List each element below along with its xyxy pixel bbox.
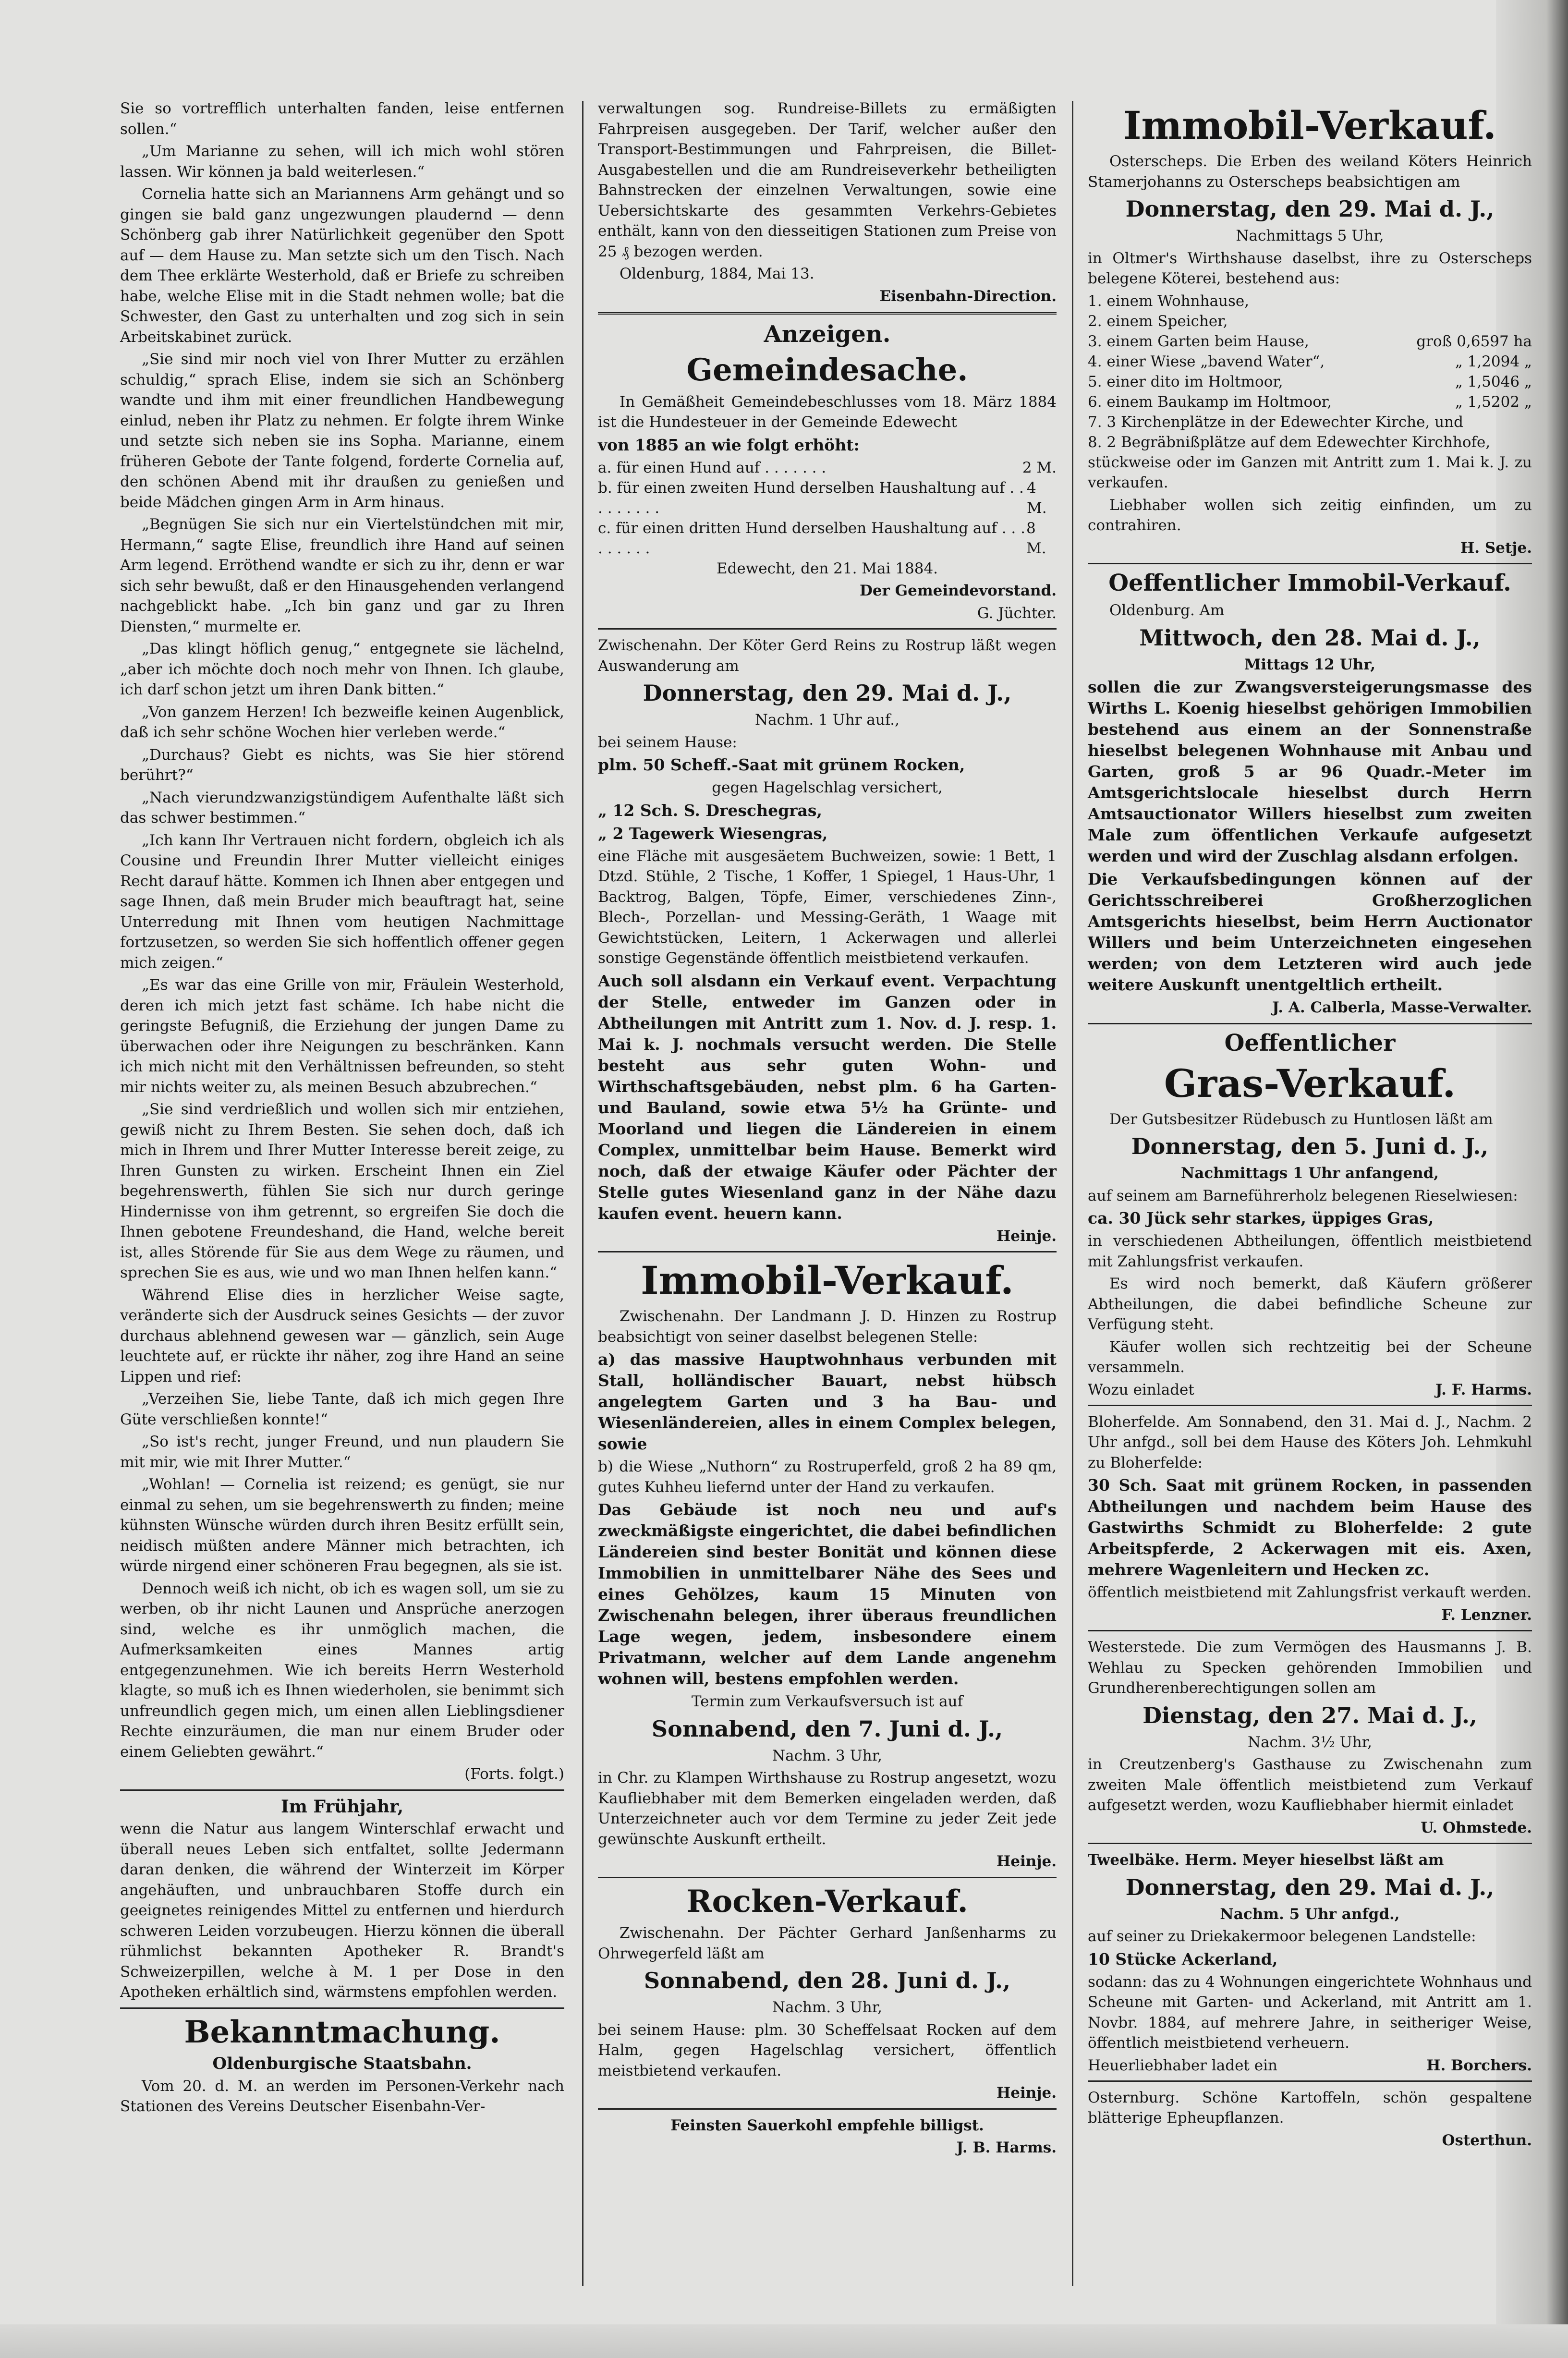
divider <box>598 628 1057 630</box>
ad-intro: Bloherfelde. Am Sonnabend, den 31. Mai d. J., Nachm. 2 Uhr anfgd., soll bei dem Hause des Köters Joh. Lehmkuhl zu Bloherfelde: <box>1088 1413 1532 1471</box>
ad-bold-item: „ 2 Tagewerk Wiesengras, <box>598 824 828 843</box>
divider <box>1088 1023 1532 1024</box>
ad-time: Mittags 12 Uhr, <box>1244 656 1376 673</box>
list-item: 1. einem Wohnhause, <box>1088 292 1250 310</box>
ad-text: b) die Wiese „Nuthorn“ zu Rostruperfeld, groß 2 ha 89 qm, gutes Kuhheu liefernd unter der Hand zu verkaufen. <box>598 1458 1057 1496</box>
ad-time: Nachm. 3½ Uhr, <box>1247 1733 1373 1751</box>
divider <box>120 1789 564 1791</box>
gemeindesache-title: Gemeindesache. <box>686 352 968 389</box>
ad-bold-item: 10 Stücke Ackerland, <box>1088 1949 1278 1969</box>
ad-time: Nachm. 1 Uhr auf., <box>755 711 899 729</box>
bekanntmachung-place-date: Oldenburg, 1884, Mai 13. <box>620 265 814 282</box>
ad-text: in Chr. zu Klampen Wirthshause zu Rostrup angesetzt, wozu Kaufliebhaber mit dem Bemerken eingeladen werden, daß Unterzeichneter auch vor dem Termine zu jeder Zeit jede gewünschte Auskunft ertheilt. <box>598 1769 1057 1848</box>
sauerkohl-ad: Feinsten Sauerkohl empfehle billigst. <box>670 2116 984 2134</box>
ad-text: auf seiner zu Driekakermoor belegenen Landstelle: <box>1088 1928 1476 1945</box>
column-2 <box>598 98 1057 2160</box>
ad-text: Osternburg. Schöne Kartoffeln, schön gespaltene blätterige Epheupflanzen. <box>1088 2089 1532 2127</box>
divider <box>598 312 1057 315</box>
gemeindesache-place-date: Edewecht, den 21. Mai 1884. <box>716 559 938 577</box>
ad-text: auf seinem am Barneführerholz belegenen Rieselwiesen: <box>1088 1187 1518 1204</box>
ad-date: Sonnabend, den 28. Juni d. J., <box>644 1968 1011 1994</box>
ad-signature: U. Ohmstede. <box>1421 1819 1532 1836</box>
column-rule-2 <box>1072 101 1073 2286</box>
story-paragraph: „Verzeihen Sie, liebe Tante, daß ich mich gegen Ihre Güte verschließen konnte!“ <box>120 1390 564 1428</box>
fruehjahr-title: Im Frühjahr, <box>280 1796 404 1817</box>
ad-date: Donnerstag, den 29. Mai d. J., <box>1125 196 1495 222</box>
gras-verkauf-title: Gras-Verkauf. <box>1164 1060 1456 1106</box>
divider <box>1088 1405 1532 1406</box>
ad-text: Liebhaber wollen sich zeitig einfinden, um zu contrahiren. <box>1088 496 1532 534</box>
ad-intro: Tweelbäke. Herm. Meyer hieselbst läßt am <box>1088 1851 1444 1869</box>
story-paragraph: „Wohlan! — Cornelia ist reizend; es genügt, sie nur einmal zu sehen, um sie begehrenswerth zu finden; meine kühnsten Wünsche würden durch ihren Besitz erfüllt sein, neidisch müßten andere Männer mich betrachten, ich würde nirgend einer schöneren Frau begegnen, als sie ist. <box>120 1476 564 1575</box>
ad-bold-text: sollen die zur Zwangsversteigerungsmasse des Wirths L. Koenig hieselbst gehörigen Immobilien bestehend aus einem an der Sonnenstraße hieselbst belegenen Wohnhause mit Anbau und Garten, groß 5 ar 96 Quadr.-Meter im Amtsgerichtslocale hieselbst durch Herrn Amtsauctionator Willers hieselbst zum zweiten Male zum öffentlichen Verkaufe aufgesetzt werden und wird der Zuschlag alsdann erfolgen. <box>1088 678 1532 866</box>
ad-text: Käufer wollen sich rechtzeitig bei der Scheune versammeln. <box>1088 1338 1532 1376</box>
list-item: c. für einen dritten Hund derselben Haushaltung auf . . . . . . . . . 8 M. <box>598 519 1046 557</box>
ad-text: sodann: das zu 4 Wohnungen eingerichtete Wohnhaus und Scheune mit Garten- und Ackerland, mit Antritt am 1. Novbr. 1884, auf mehrere Jahre, in seitheriger Weise, öffentlich meistbietend verheuern. <box>1088 1973 1532 2052</box>
immobil-verkauf-title: Immobil-Verkauf. <box>641 1258 1014 1303</box>
ad-time: Nachm. 3 Uhr, <box>772 1999 882 2017</box>
ad-date: Mittwoch, den 28. Mai d. J., <box>1139 624 1481 651</box>
story-paragraph: „So ist's recht, junger Freund, und nun plaudern Sie mit mir, wie mit Ihrer Mutter.“ <box>120 1433 564 1471</box>
list-item: a. für einen Hund auf . . . . . . . 2 M. <box>598 459 1057 476</box>
story-paragraph: „Nach vierundzwanzigstündigem Aufenthalte läßt sich das schwer bestimmen.“ <box>120 789 564 827</box>
ad-signature-row: Wozu einladet J. F. Harms. <box>1088 1381 1532 1398</box>
story-paragraph: „Das klingt höflich genug,“ entgegnete sie lächelnd, „aber ich möchte doch noch mehr von Ihnen. Ich glaube, ich darf schon jetzt um ihren Dank bitten.“ <box>120 640 564 698</box>
story-paragraph: „Durchaus? Giebt es nichts, was Sie hier störend berührt?“ <box>120 746 564 784</box>
divider <box>1088 2080 1532 2082</box>
ad-intro: Zwischenahn. Der Landmann J. D. Hinzen zu Rostrup beabsichtigt von seiner daselbst belegenen Stelle: <box>598 1308 1057 1346</box>
divider <box>1088 563 1532 564</box>
bekanntmachung-text: Vom 20. d. M. an werden im Personen-Verkehr nach Stationen des Vereins Deutscher Eisenbahn-Ver- <box>120 2077 564 2115</box>
gemeindesache-bold: von 1885 an wie folgt erhöht: <box>598 435 860 454</box>
ad-text: bei seinem Hause: plm. 30 Scheffelsaat Rocken auf dem Halm, gegen Hagelschlag versichert, öffentlich meistbietend verkaufen. <box>598 2021 1057 2079</box>
gemeindesache-signature: Der Gemeindevorstand. <box>859 582 1057 600</box>
fruehjahr-text: wenn die Natur aus langem Winterschlaf erwacht und überall neues Leben sich entfaltet, sollte Jedermann daran denken, die während der Winterzeit im Körper angehäuften, und unbrauchbaren Stoffe durch ein geeignetes reinigendes Mittel zu entfernen und hierdurch schweren Leiden vorzubeugen. Hierzu können die überall rühmlichst bekannten Apotheker R. Brandt's Schweizerpillen, welche à M. 1 per Dose in den Apotheken erhältlich sind, wärmstens empfohlen werden. <box>120 1820 564 2001</box>
ad-signature: F. Lenzner. <box>1441 1606 1532 1624</box>
list-item: 6. einem Baukamp im Holtmoor, „ 1,5202 „ <box>1088 393 1532 411</box>
ad-date: Sonnabend, den 7. Juni d. J., <box>651 1715 1003 1742</box>
ad-date: Donnerstag, den 29. Mai d. J., <box>643 680 1012 706</box>
bekanntmachung-subtitle: Oldenburgische Staatsbahn. <box>212 2054 472 2074</box>
ad-signature: J. A. Calberla, Masse-Verwalter. <box>1272 999 1532 1017</box>
ad-intro: Zwischenahn. Der Pächter Gerhard Janßenharms zu Ohrwegerfeld läßt am <box>598 1924 1057 1962</box>
ad-bold-item: plm. 50 Scheff.-Saat mit grünem Rocken, <box>598 755 965 775</box>
column-1 <box>120 98 564 2119</box>
ad-bold-item: „ 12 Sch. S. Dreschegras, <box>598 801 822 820</box>
ad-text: in verschiedenen Abtheilungen, öffentlich meistbietend mit Zahlungsfrist verkaufen. <box>1088 1232 1532 1270</box>
ad-bold-item: a) das massive Hauptwohnhaus verbunden mit Stall, holländischer Bauart, nebst hübsch angelegtem Garten und 3 ha Bau- und Wiesenländereien, alles in einem Complex belegen, sowie <box>598 1350 1057 1454</box>
property-list <box>1088 291 1532 452</box>
list-item: 8. 2 Begräbnißplätze auf dem Edewechter Kirchhofe, <box>1088 433 1491 451</box>
story-paragraph: „Sie sind verdrießlich und wollen sich mir entziehen, gewiß nicht zu Ihrem Besten. Sie sehen doch, daß ich mich in Ihrem und Ihrer Mutter Interesse bereit zeige, zu Ihren Gunsten zu wirken. Erscheint Ihnen ein Ziel begehrenswerth, fühlen Sie sich nur durch geringe Hindernisse von ihm getrennt, so ergreifen Sie doch die Ihnen gebotene Freundeshand, die Hand, welche bereit ist, alles Störende für Sie aus dem Wege zu räumen, und sprechen Sie es aus, wie und wo man Ihnen helfen kann.“ <box>120 1101 564 1281</box>
ad-text: eine Fläche mit ausgesäetem Buchweizen, sowie: 1 Bett, 1 Dtzd. Stühle, 2 Tische, 1 Koffer, 1 Spiegel, 1 Haus-Uhr, 1 Backtrog, Balgen, Töpfe, Eimer, verschiedenes Zinn-, Blech-, Porzellan- und Messing-Geräth, 1 Waage mit Gewichtstücken, Leitern, 1 Ackerwagen und allerlei sonstige Gegenstände öffentlich meistbietend verkaufen. <box>598 847 1057 967</box>
ad-time: Nachm. 5 Uhr anfgd., <box>1220 1905 1400 1923</box>
gemeindesache-text: In Gemäßheit Gemeindebeschlusses vom 18. März 1884 ist die Hundesteuer in der Gemeinde Edewecht <box>598 393 1057 431</box>
ad-time: Nachmittags 1 Uhr anfangend, <box>1180 1165 1439 1182</box>
ad-intro: Zwischenahn. Der Köter Gerd Reins zu Rostrup läßt wegen Auswanderung am <box>598 637 1057 675</box>
ad-text: bei seinem Hause: <box>598 733 737 751</box>
story-paragraph: Cornelia hatte sich an Mariannens Arm gehängt und so gingen sie bald ganz ungezwungen plaudernd — denn Schönberg gab ihrer Natürlichkeit gegenüber den Spott auf — dem Hause zu. Man setzte sich um den Tisch. Nach dem Thee erklärte Westerhold, daß er Briefe zu schreiben habe, welche Elise mit in die Stadt nehmen wolle; bat die Schwester, den Gast zu unterhalten und zog sich in sein Arbeitskabinet zurück. <box>120 185 564 346</box>
ad-text: öffentlich meistbietend mit Zahlungsfrist verkauft werden. <box>1088 1584 1532 1602</box>
ad-date: Donnerstag, den 5. Juni d. J., <box>1131 1133 1489 1160</box>
page-bottom-margin <box>0 2324 1568 2358</box>
list-item: 5. einer dito im Holtmoor, „ 1,5046 „ <box>1088 373 1532 390</box>
ad-signature: Osterthun. <box>1442 2131 1532 2149</box>
ad-signature: Heinje. <box>996 1227 1057 1245</box>
divider <box>1088 1630 1532 1631</box>
list-item: 7. 3 Kirchenplätze in der Edewechter Kirche, und <box>1088 413 1463 431</box>
ad-intro: Westerstede. Die zum Vermögen des Hausmanns J. B. Wehlau zu Specken gehörenden Immobilien und Grundherenberechtigungen sollen am <box>1088 1639 1532 1697</box>
ad-bold-text: Das Gebäude ist noch neu und auf's zweckmäßigste eingerichtet, die dabei befindlichen Ländereien sind bester Bonität und können diese Immobilien in unmittelbarer Nähe des Sees und eines Gehölzes, kaum 15 Minuten von Zwischenahn belegen, ihrer überaus freundlichen Lage wegen, jedem, insbesondere einem Privatmann, welcher auf dem Lande angenehm wohnen will, bestens empfohlen werden. <box>598 1500 1057 1689</box>
story-paragraph: „Es war das eine Grille von mir, Fräulein Westerhold, deren ich mich jetzt fast schäme. Ich habe nicht die geringste Befugniß, die Erziehung der jungen Dame zu überwachen oder ihre Neigungen zu beschränken. Kann ich mich nicht mit den Verhältnissen befreunden, so steht mir nichts weiter zu, als meinen Besuch abzubrechen.“ <box>120 976 564 1096</box>
ad-intro: Osterscheps. Die Erben des weiland Köters Heinrich Stamerjohanns zu Osterscheps beabsichtigen am <box>1088 153 1532 191</box>
dog-tax-list <box>598 458 1057 559</box>
ad-text: Es wird noch bemerkt, daß Käufern größerer Abtheilungen, die dabei befindliche Scheune zur Verfügung steht. <box>1088 1275 1532 1334</box>
divider <box>1088 1843 1532 1844</box>
story-paragraph: „Begnügen Sie sich nur ein Viertelstündchen mit mir, Hermann,“ sagte Elise, freundlich ihre Hand auf seinen Arm legend. Erröthend wandte er sich zu ihr, denn er war sich sehr bewußt, daß er den Hinausgehenden verlangend nachgeblickt habe. „Ich bin ganz und gar zu Ihren Diensten,“ murmelte er. <box>120 516 564 635</box>
ad-time: Nachm. 3 Uhr, <box>772 1747 882 1764</box>
immobil-verkauf-title: Immobil-Verkauf. <box>1123 103 1496 148</box>
ad-text: in Creutzenberg's Gasthause zu Zwischenahn zum zweiten Male öffentlich meistbietend zum Verkauf aufgesetzt werden, wozu Kaufliebhaber hiermit einladet <box>1088 1756 1532 1814</box>
ad-text: stückweise oder im Ganzen mit Antritt zum 1. Mai k. J. zu verkaufen. <box>1088 453 1532 491</box>
divider <box>598 1877 1057 1878</box>
list-item: b. für einen zweiten Hund derselben Haushaltung auf . . . . . . . . . 4 M. <box>598 479 1047 517</box>
list-item: 4. einer Wiese „bavend Water“, „ 1,2094 „ <box>1088 352 1532 370</box>
story-paragraph: Sie so vortrefflich unterhalten fanden, leise entfernen sollen.“ <box>120 100 564 138</box>
story-continuation: (Forts. folgt.) <box>464 1765 564 1783</box>
ad-signature-row: Heuerliebhaber ladet ein H. Borchers. <box>1088 2056 1532 2074</box>
ad-bold-text: Die Verkaufsbedingungen können auf der Gerichtsschreiberei Großherzoglichen Amtsgerichts hieselbst, beim Herrn Auctionator Willers und beim Unterzeichneten eingesehen werden; von dem Letzteren wird auch jede weitere Auskunft unentgeltlich ertheilt. <box>1088 870 1532 995</box>
bekanntmachung-signature: Eisenbahn-Direction. <box>879 287 1057 305</box>
ad-signature: Heinje. <box>996 1853 1057 1871</box>
story-paragraph: „Um Marianne zu sehen, will ich mich wohl stören lassen. Wir können ja bald weiterlesen.“ <box>120 143 564 181</box>
anzeigen-heading: Anzeigen. <box>764 321 891 348</box>
oeffentlicher-immobil-verkauf-title: Oeffentlicher Immobil-Verkauf. <box>1108 570 1511 596</box>
column-3 <box>1088 98 1532 2152</box>
divider <box>120 2007 564 2009</box>
story-paragraph: „Ich kann Ihr Vertrauen nicht fordern, obgleich ich als Cousine und Freundin Ihrer Mutter vielleicht einiges Recht darauf hätte. Kommen ich Ihnen aber entgegen und sage Ihnen, daß mein Bruder mich beauftragt hat, seine Unterredung mit Ihnen vom heutigen Nachmittage fortzusetzen, so werden Sie sich hoffentlich offener gegen mich zeigen.“ <box>120 831 564 972</box>
ad-text: in Oltmer's Wirthshause daselbst, ihre zu Osterscheps belegene Köterei, bestehend aus: <box>1088 249 1532 287</box>
bekanntmachung-title: Bekanntmachung. <box>184 2014 500 2050</box>
ad-bold-text: Auch soll alsdann ein Verkauf event. Verpachtung der Stelle, entweder im Ganzen oder in Abtheilungen mit Antritt zum 1. Nov. d. J. resp. 1. Mai k. J. nochmals versucht werden. Die Stelle besteht aus sehr guten Wohn- und Wirthschaftsgebäuden, nebst plm. 6 ha Garten- und Bauland, sowie etwa 5½ ha Grünte- und Moorland und liegen die Ländereien in einem Complex, unmittelbar beim Hause. Bemerkt wird noch, daß der etwaige Käufer oder Pächter der Stelle gutes Wiesenland ganz in der Nähe dazu kaufen event. heuern kann. <box>598 971 1057 1223</box>
rocken-verkauf-title: Rocken-Verkauf. <box>686 1883 968 1920</box>
ad-text: Termin zum Verkaufsversuch ist auf <box>691 1693 963 1711</box>
ad-date: Dienstag, den 27. Mai d. J., <box>1143 1702 1477 1728</box>
ad-time: Nachmittags 5 Uhr, <box>1236 227 1384 244</box>
column-rule-1 <box>582 101 583 2286</box>
divider <box>598 2108 1057 2110</box>
divider <box>598 1251 1057 1252</box>
gras-verkauf-title-top: Oeffentlicher <box>1224 1029 1396 1057</box>
ad-intro: Der Gutsbesitzer Rüdebusch zu Huntlosen läßt am <box>1109 1110 1493 1128</box>
list-item: 3. einem Garten beim Hause, groß 0,6597 ha <box>1088 332 1532 350</box>
ad-text: gegen Hagelschlag versichert, <box>712 779 943 797</box>
story-paragraph: Dennoch weiß ich nicht, ob ich es wagen soll, um sie zu werben, ob ihr nicht Launen und Ansprüche anerzogen sind, welche es ihr unmöglich machen, die Aufmerksamkeiten eines Mannes artig entgegenzunehmen. Wie ich bereits Herrn Westerhold klagte, so muß ich es Ihnen wiederholen, sie benimmt sich unfreundlich gegen mich, um einen allen Lieblingsdiener Rechte einzuräumen, die man nur einem Bruder oder einem Geliebten gewährt.“ <box>120 1580 564 1761</box>
bekanntmachung-continued: verwaltungen sog. Rundreise-Billets zu ermäßigten Fahrpreisen ausgegeben. Der Tarif, welcher außer den Transport-Bestimmungen und Fahrpreisen, die Billet-Ausgabestellen und die am Rundreiseverkehr betheiligten Bahnstrecken der einzelnen Verwaltungen, sowie eine Uebersichtskarte des gesammten Verkehrs-Gebietes enthält, kann von den diesseitigen Stationen zum Preise von 25 ₰ bezogen werden. <box>598 100 1057 260</box>
ad-date: Donnerstag, den 29. Mai d. J., <box>1125 1874 1495 1900</box>
ad-bold-text: 30 Sch. Saat mit grünem Rocken, in passenden Abtheilungen und nachdem beim Hause des Gastwirths Schmidt zu Bloherfelde: 2 gute Arbeitspferde, 2 Ackerwagen mit eis. Axen, mehrere Wagenleitern und Hecken zc. <box>1088 1476 1532 1580</box>
story-paragraph: „Von ganzem Herzen! Ich bezweifle keinen Augenblick, daß ich sehr schöne Wochen hier verleben werde.“ <box>120 703 564 741</box>
ad-signature: Heinje. <box>996 2084 1057 2102</box>
ad-bold-item: ca. 30 Jück sehr starkes, üppiges Gras, <box>1088 1209 1434 1228</box>
ad-intro: Oldenburg. Am <box>1109 602 1225 620</box>
ad-signature: H. Setje. <box>1460 539 1532 557</box>
story-paragraph: Während Elise dies in herzlicher Weise sagte, veränderte sich der Ausdruck seines Gesichts — der zuvor durchaus ablehnend gewesen war — gänzlich, sein Auge leuchtete auf, er rückte ihr näher, zog ihre Hand an seine Lippen und rief: <box>120 1286 564 1386</box>
ad-signature: J. B. Harms. <box>956 2139 1057 2157</box>
story-paragraph: „Sie sind mir noch viel von Ihrer Mutter zu erzählen schuldig,“ sprach Elise, indem sie sich an Schönberg wandte und ihm mit einer freundlichen Handbewegung einlud, neben ihr Platz zu nehmen. Er folgte ihrem Winke und setzte sich neben sie ins Sopha. Marianne, einem früheren Gebote der Tante folgend, forderte Cornelia auf, den schönen Abend mit ihr draußen zu genießen und beide Mädchen gingen Arm in Arm hinaus. <box>120 351 564 511</box>
list-item: 2. einem Speicher, <box>1088 312 1228 330</box>
gemeindesache-signature-name: G. Jüchter. <box>977 604 1057 622</box>
